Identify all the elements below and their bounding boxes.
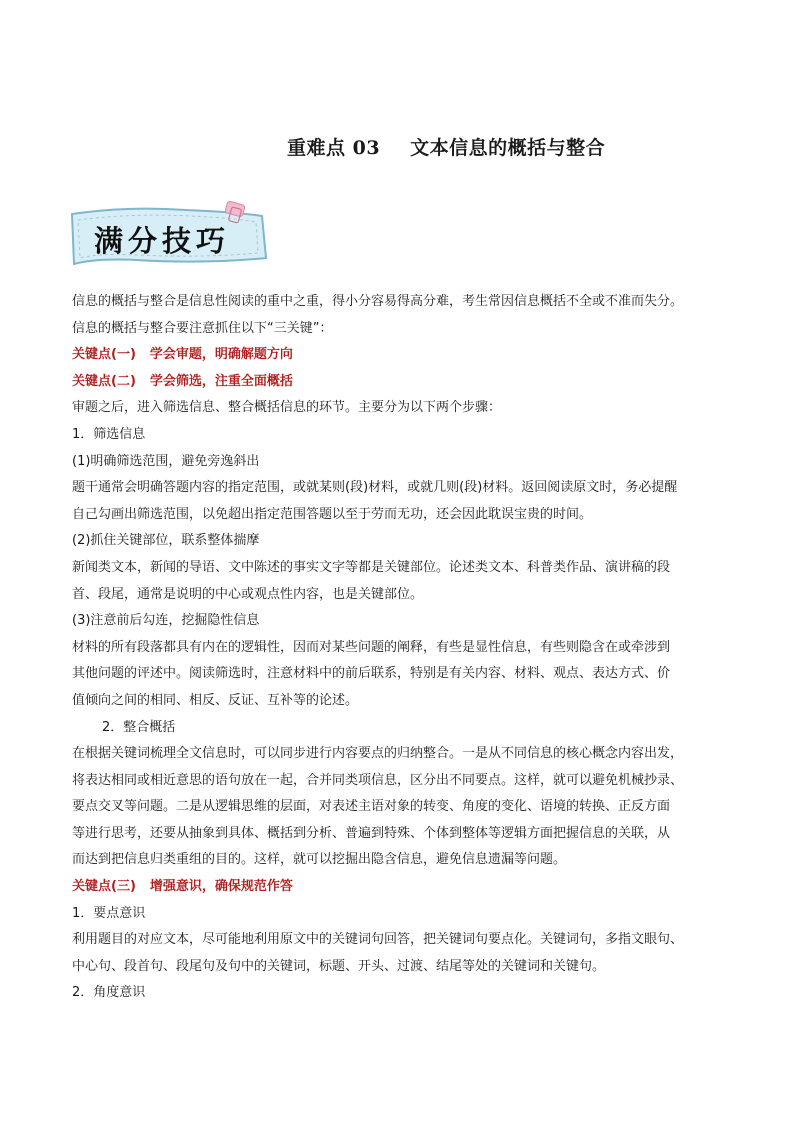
paragraph-line: (1)明确筛选范围，避免旁逸斜出 — [72, 453, 260, 469]
paragraph-line: 2．整合概括 — [102, 719, 176, 735]
paragraph-line: 将表达相同或相近意思的语句放在一起，合并同类项信息，区分出不同要点。这样，就可以避免机械抄录、 — [72, 772, 684, 788]
paragraph-line: 自己勾画出筛选范围，以免超出指定范围答题以至于劳而无功，还会因此耽误宝贵的时间。 — [72, 506, 593, 522]
paragraph-line: 中心句、段首句、段尾句及句中的关键词，标题、开头、过渡、结尾等处的关键词和关键句。 — [72, 958, 606, 974]
key-point-heading — [72, 342, 742, 369]
paragraph-line: 信息的概括与整合是信息性阅读的重中之重，得小分容易得高分难，考生常因信息概括不全或不准而失分。 — [72, 294, 684, 309]
key-point-title: 学会筛选，注重全面概括 — [149, 373, 293, 389]
paragraph-line: 信息的概括与整合要注意抓住以下“三关键”： — [72, 320, 333, 336]
paragraph-line: 审题之后，进入筛选信息、整合概括信息的环节。主要分为以下两个步骤： — [72, 400, 502, 416]
banner-label: 满分技巧 — [94, 224, 231, 258]
paragraph-line: 在根据关键词梳理全文信息时，可以同步进行内容要点的归纳整合。一是从不同信息的核心概念内容出发， — [72, 746, 684, 762]
section-banner — [66, 200, 274, 274]
document-body — [72, 289, 742, 1007]
key-point-label: 关键点(二) — [72, 373, 136, 389]
paragraph-line: (3)注意前后勾连，挖掘隐性信息 — [72, 613, 260, 629]
key-point-title: 增强意识，确保规范作答 — [149, 879, 293, 895]
paragraph-line: 而达到把信息归类重组的目的。这样，就可以挖掘出隐含信息，避免信息遗漏等问题。 — [72, 852, 567, 868]
paragraph-line: (2)抓住关键部位，联系整体揣摩 — [72, 533, 260, 549]
paragraph-line: 等进行思考，还要从抽象到具体、概括到分析、普遍到特殊、个体到整体等逻辑方面把握信息的关联，从 — [72, 825, 671, 841]
paragraph-line: 其他问题的评述中。阅读筛选时，注意材料中的前后联系，特别是有关内容、材料、观点、表达方式、价 — [72, 666, 671, 682]
paragraph-line: 2．角度意识 — [72, 985, 146, 1001]
paragraph-line: 首、段尾，通常是说明的中心或观点性内容，也是关键部位。 — [72, 586, 424, 602]
paragraph-line: 值倾向之间的相同、相反、反证、互补等的论述。 — [72, 692, 359, 708]
key-point-heading — [72, 874, 742, 901]
paragraph-line: 题干通常会明确答题内容的指定范围，或就某则(段)材料，或就几则(段)材料。返回阅读原文时，务必提醒 — [72, 480, 678, 496]
paragraph-line: 材料的所有段落都具有内在的逻辑性，因而对某些问题的阐释，有些是显性信息，有些则隐含在或牵涉到 — [72, 639, 671, 655]
page-title — [287, 133, 605, 160]
key-point-heading — [72, 369, 742, 396]
title-text: 文本信息的概括与整合 — [410, 137, 606, 159]
title-number: 重难点 03 — [287, 137, 381, 159]
key-point-label: 关键点(一) — [72, 347, 136, 363]
paragraph-line: 1．要点意识 — [72, 905, 146, 921]
paragraph-line: 新闻类文本，新闻的导语、文中陈述的事实文字等都是关键部位。论述类文本、科普类作品、演讲稿的段 — [72, 559, 671, 575]
paragraph-line: 1．筛选信息 — [72, 426, 146, 442]
key-point-label: 关键点(三) — [72, 879, 136, 895]
paragraph-line: 要点交叉等问题。二是从逻辑思维的层面，对表述主语对象的转变、角度的变化、语境的转换、正反方面 — [72, 799, 671, 815]
key-point-title: 学会审题，明确解题方向 — [149, 347, 293, 363]
paragraph-line: 利用题目的对应文本，尽可能地利用原文中的关键词句回答，把关键词句要点化。关键词句，多指文眼句、 — [72, 932, 684, 948]
